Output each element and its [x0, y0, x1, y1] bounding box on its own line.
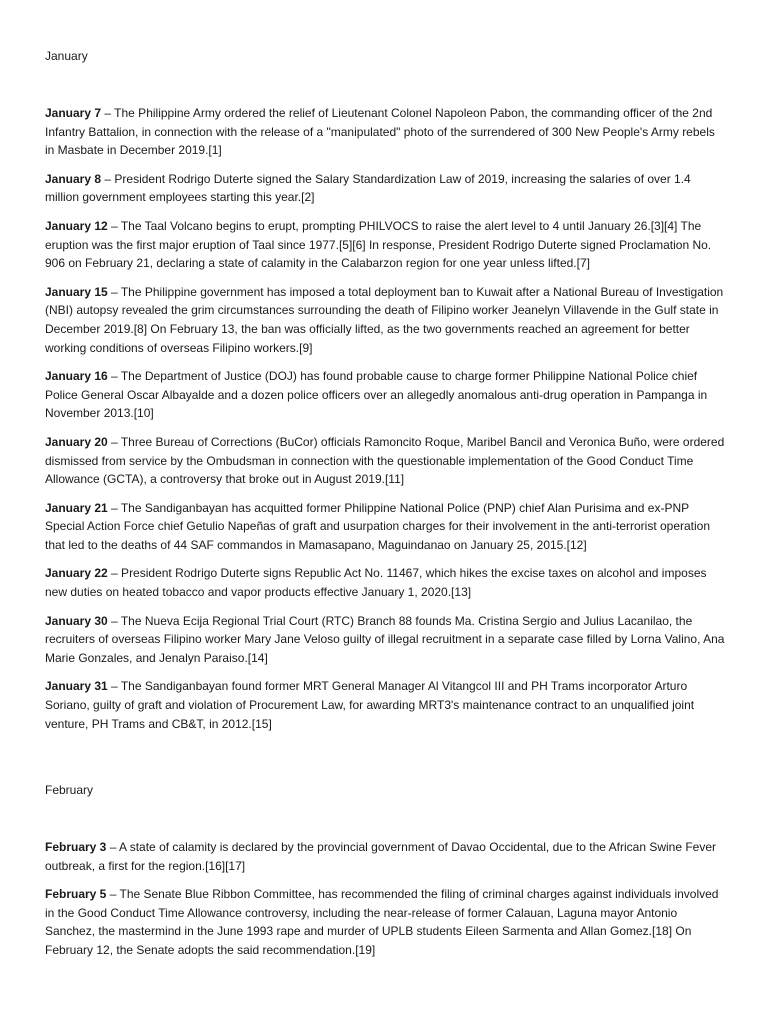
entry [45, 885, 725, 959]
entry-date: January 31 [45, 679, 108, 694]
entry [45, 283, 725, 357]
entry-date: January 16 [45, 369, 108, 384]
entry-text: – A state of calamity is declared by the provincial government of Davao Occidental, due to the African Swine Fever outbreak, a first for the region.[16][17] [45, 840, 717, 873]
entry [45, 838, 725, 875]
entry-date: January 12 [45, 218, 108, 233]
entry [45, 170, 725, 207]
month-heading-january: January [45, 49, 88, 63]
entry-text: – The Taal Volcano begins to erupt, prompting PHILVOCS to raise the alert level to 4 until January 26.[3][4] The eruption was the first major eruption of Taal since 1977.[5][6] In response, President Rodrigo Duterte signed Proclamation No. 906 on February 21, declaring a state of calamity in the Calabarzon region for one year unless lifted.[7] [45, 218, 712, 271]
entry-text: – The Department of Justice (DOJ) has found probable cause to charge former Philippine National Police chief Police General Oscar Albayalde and a dozen police officers over an allegedly anomalous anti-drug operation in Pampanga in November 2013.[10] [45, 369, 708, 421]
entry-date: January 21 [45, 500, 108, 515]
entry-date: February 5 [45, 887, 107, 902]
entry-date: January 7 [45, 106, 102, 120]
entry-text: – President Rodrigo Duterte signs Republic Act No. 11467, which hikes the excise taxes on alcohol and imposes new duties on heated tobacco and vapor products effective January 1, 2020.[13] [45, 566, 707, 600]
entry [45, 433, 725, 489]
entry-text: – The Senate Blue Ribbon Committee, has recommended the filing of criminal charges against individuals involved in the Good Conduct Time Allowance controversy, including the near-release of former Calauan, Laguna mayor Antonio Sanchez, the mastermind in the June 1993 rape and murder of UPLB students Eileen Sarmenta and Allan Gomez.[18] On February 12, the Senate adopts the said recommendation.[19] [45, 887, 719, 957]
entry-date: February 3 [45, 840, 107, 854]
entry-text: – The Sandiganbayan has acquitted former Philippine National Police (PNP) chief Alan Purisima and ex-PNP Special Action Force chief Getulio Napeñas of graft and usurpation charges for their involvement in the anti-terrorist operation that led to the deaths of 44 SAF commandos in Mamasapano, Maguindanao on January 25, 2015.[12] [45, 500, 711, 552]
entry-date: January 30 [45, 613, 108, 628]
entry [45, 499, 725, 555]
entry [45, 104, 725, 160]
entry-text: – The Philippine Army ordered the relief of Lieutenant Colonel Napoleon Pabon, the commanding officer of the 2nd Infantry Battalion, in connection with the release of a "manipulated" photo of the surrendered of 300 New People's Army rebels in Masbate in December 2019.[1] [45, 106, 715, 158]
entry-text: – The Philippine government has imposed a total deployment ban to Kuwait after a National Bureau of Investigation (NBI) autopsy revealed the grim circumstances surrounding the death of Filipino worker Jeanelyn Villavende in the Gulf state in December 2019.[8] On February 13, the ban was officially lifted, as the two governments reached an agreement for better working conditions of overseas Filipino workers.[9] [45, 284, 724, 355]
entry-date: January 20 [45, 434, 108, 449]
entry [45, 677, 725, 733]
entry [45, 612, 725, 668]
entry-text: – Three Bureau of Corrections (BuCor) officials Ramoncito Roque, Maribel Bancil and Veronica Buño, were ordered dismissed from service by the Ombudsman in connection with the questionable implementation of the Good Conduct Time Allowance (GCTA), a controversy that broke out in August 2019.[11] [45, 434, 725, 487]
entry-date: January 8 [45, 171, 102, 186]
entry [45, 367, 725, 423]
entry-date: January 22 [45, 566, 108, 581]
entry-text: – The Nueva Ecija Regional Trial Court (RTC) Branch 88 founds Ma. Cristina Sergio and Julius Lacanilao, the recruiters of overseas Filipino worker Mary Jane Veloso guilty of illegal recruitment in a separate case filled by Lorna Valino, Ana Marie Gonzales, and Jenalyn Paraiso.[14] [45, 613, 725, 665]
month-heading-february: February [45, 783, 94, 797]
entry-text: – The Sandiganbayan found former MRT General Manager Al Vitangcol III and PH Trams incorporator Arturo Soriano, guilty of graft and violation of Procurement Law, for awarding MRT3's maintenance contract to an unqualified joint venture, PH Trams and CB&T, in 2012.[15] [45, 679, 695, 731]
entry-date: January 15 [45, 284, 108, 299]
entry [45, 564, 725, 601]
entry-list-january [45, 104, 725, 743]
entry-text: – President Rodrigo Duterte signed the Salary Standardization Law of 2019, increasing the salaries of over 1.4 million government employees starting this year.[2] [45, 171, 691, 205]
entry-list-february [45, 838, 725, 970]
entry [45, 217, 725, 273]
